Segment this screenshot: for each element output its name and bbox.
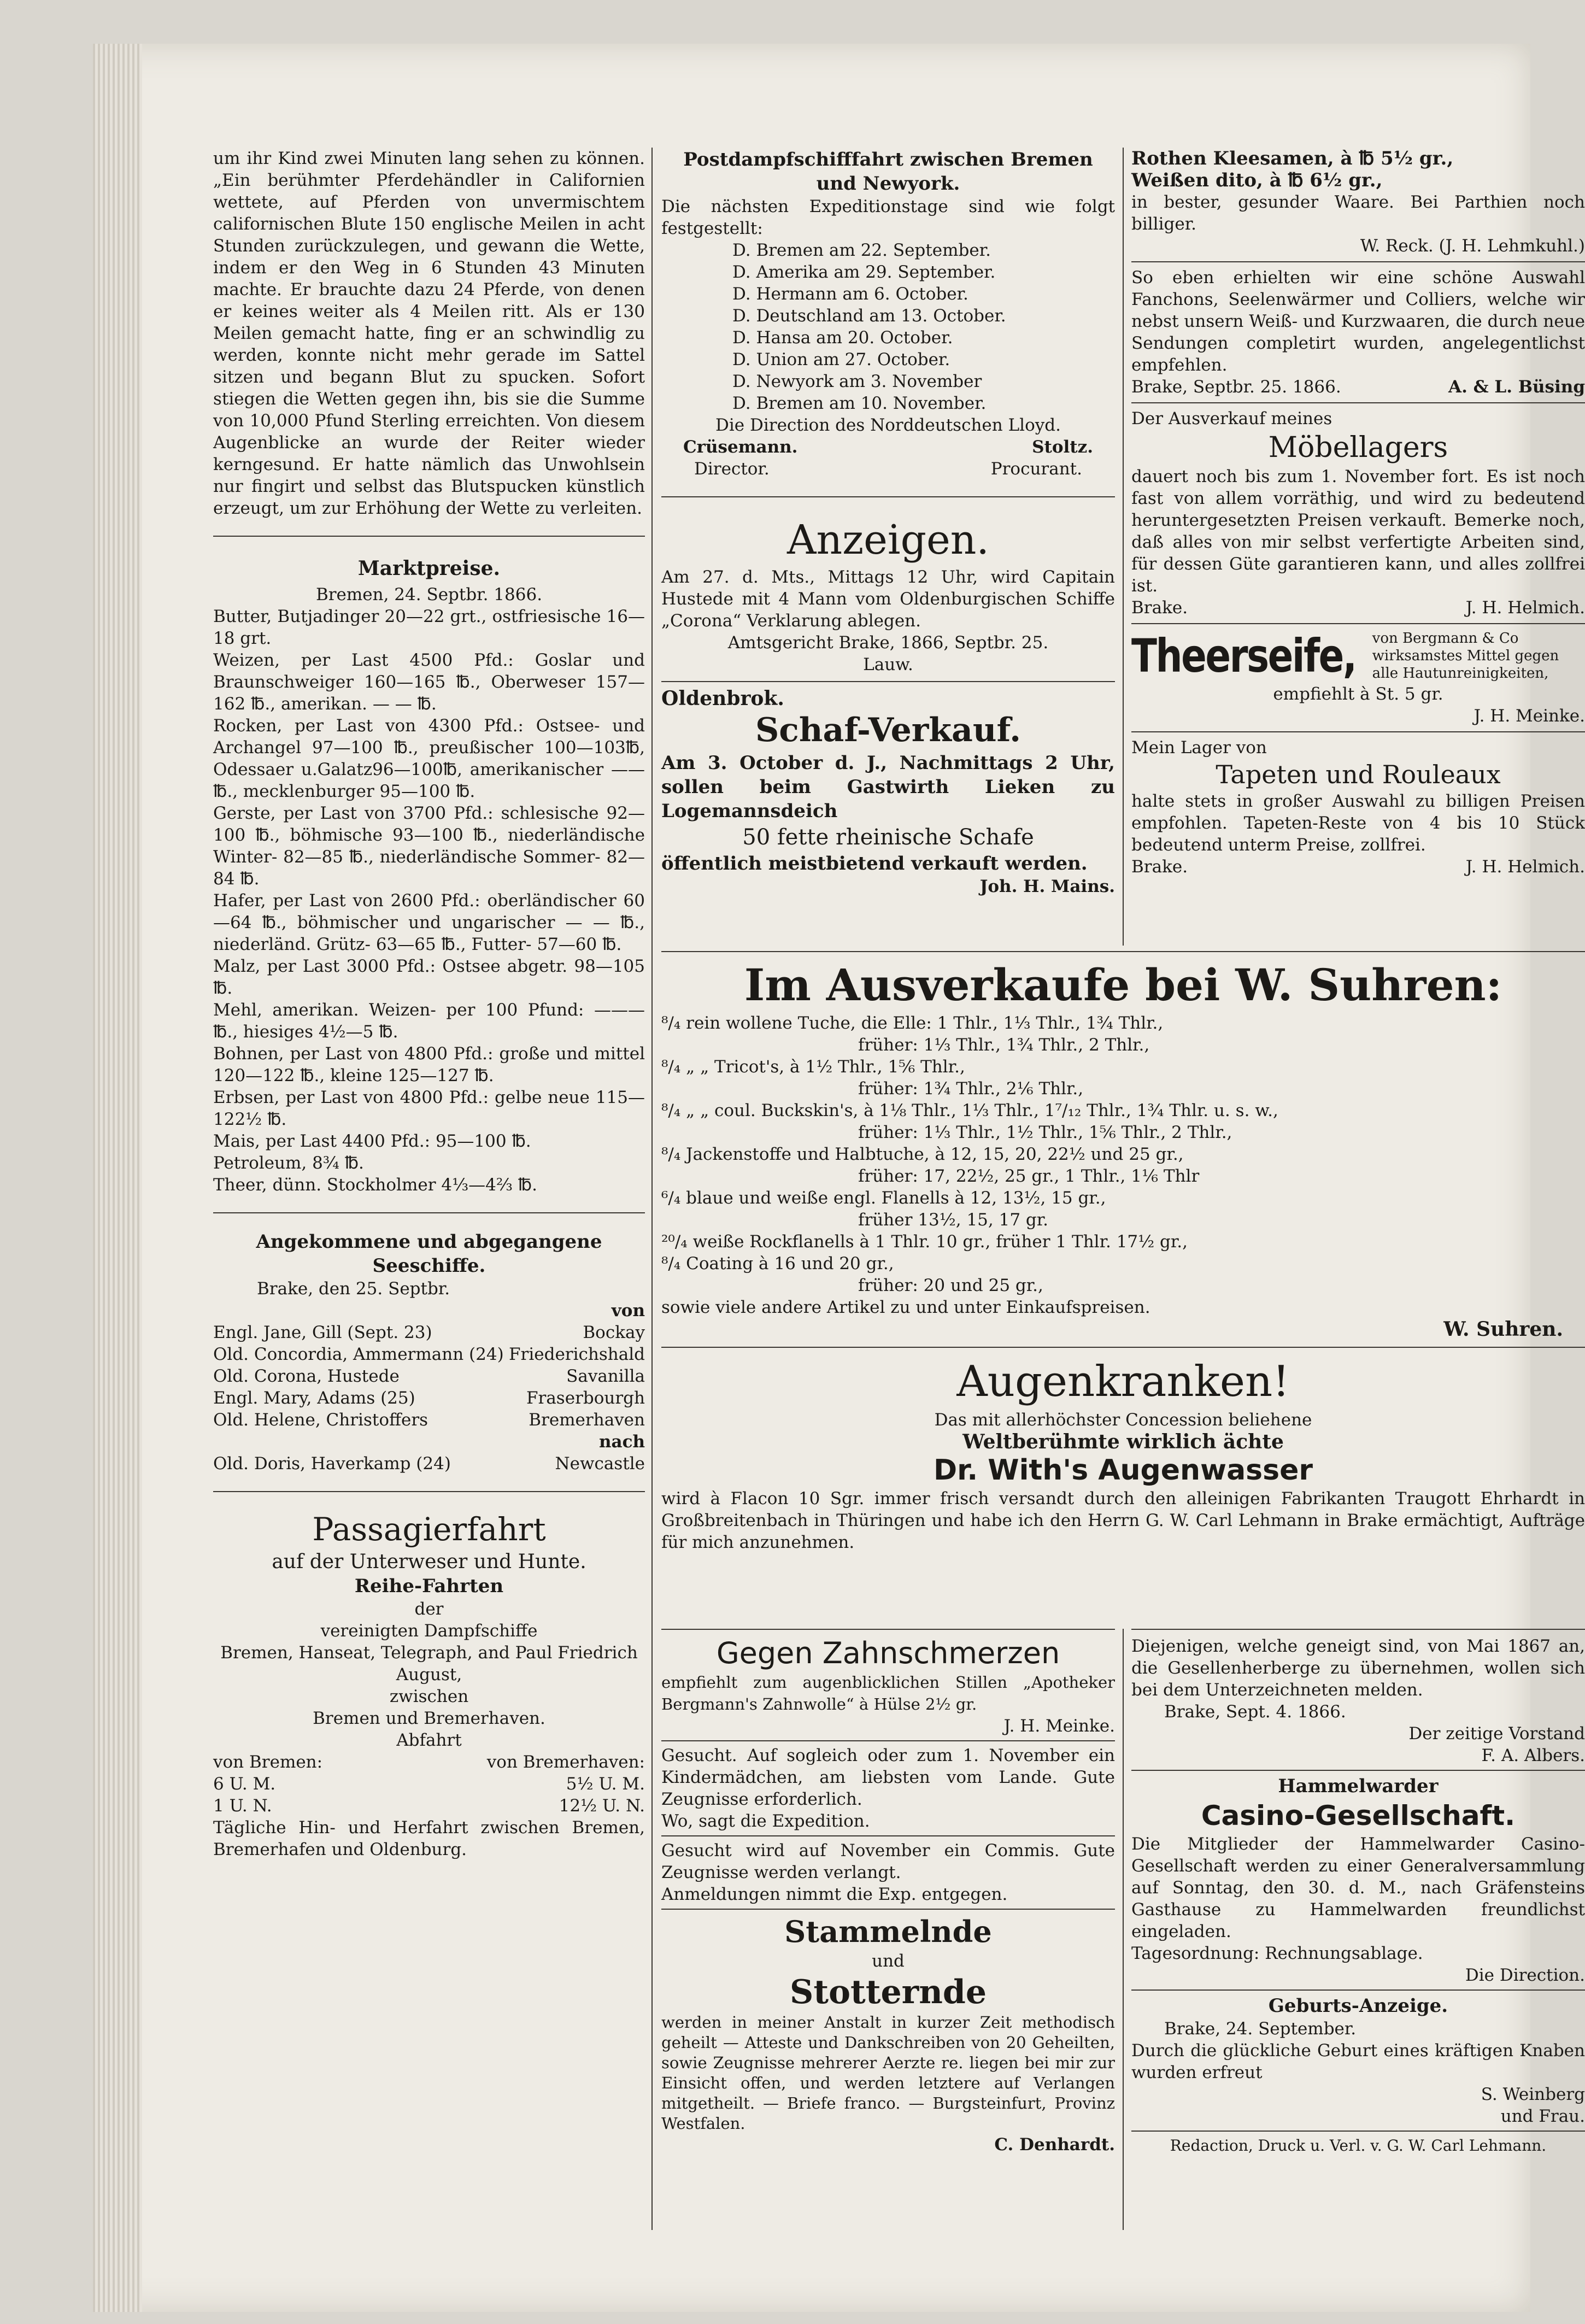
- lloyd-signers: [661, 436, 1115, 458]
- passage-route: Bremen und Bremerhaven.: [313, 1709, 545, 1728]
- passage-abfahrt: Abfahrt: [396, 1730, 462, 1750]
- column-rule: [1123, 148, 1124, 946]
- lloyd-departure: D. Hansa am 20. October.: [732, 328, 953, 348]
- ship-port: Newcastle: [555, 1454, 645, 1474]
- passage-row: [213, 1751, 645, 1773]
- ship-row: [213, 1387, 645, 1409]
- ship-port: Fraserbourgh: [526, 1388, 645, 1408]
- suhren-line: ⁶/₄ blaue und weiße engl. Flanells à 12, 13½, 15 gr.,: [661, 1188, 1106, 1208]
- suhren-line: ⁸/₄ „ „ coul. Buckskin's, à 1⅛ Thlr., 1⅓ Thlr., 1⁷/₁₂ Thlr., 1¾ Thlr. u. s. w.,: [661, 1101, 1278, 1120]
- lloyd-departure: D. Union am 27. October.: [732, 350, 950, 369]
- anzeigen-sign: Amtsgericht Brake, 1866, Septbr. 25.: [727, 633, 1049, 653]
- suhren-line: ²⁰/₄ weiße Rockflanells à 1 Thlr. 10 gr., früher 1 Thlr. 17½ gr.,: [661, 1232, 1188, 1252]
- column-rule: [1123, 1629, 1124, 2230]
- role-2: Procurant.: [990, 459, 1082, 479]
- suhren-line: früher: 1⅓ Thlr., 1¾ Thlr., 2 Thlr.,: [858, 1035, 1150, 1055]
- ham-pre: Hammelwarder: [1278, 1775, 1439, 1797]
- klee-3: in bester, gesunder Waare. Bei Parthien noch billiger.: [1131, 192, 1585, 234]
- divider: [1131, 2131, 1585, 2132]
- augen-text: wird à Flacon 10 Sgr. immer frisch versandt durch den alleinigen Fabrikanten Traugott Ehrhardt in Großbreitenbach in Thüringen und habe ich den Herrn G. W. Carl Lehmann in Brake ermächtigt, Aufträge für mich anzunehmen.: [661, 1489, 1585, 1552]
- theer-block: [1131, 629, 1585, 683]
- stamm-title: Stammelnde: [784, 1914, 992, 1949]
- divider: [661, 1740, 1115, 1741]
- market-item: Mais, per Last 4400 Pfd.: 95—100 ℔.: [213, 1131, 531, 1151]
- column-rule: [651, 148, 653, 2230]
- zahn-title: Gegen Zahnschmerzen: [716, 1636, 1060, 1670]
- tapeten-text: halte stets in großer Auswahl zu billigen Preisen empfohlen. Tapeten-Reste von 4 bis 10 Stück bedeutend unterm Preise, zollfrei.: [1131, 791, 1585, 855]
- suhren-line: früher 13½, 15, 17 gr.: [858, 1210, 1049, 1230]
- moebel-pre: Der Ausverkauf meines: [1131, 409, 1332, 429]
- moebel-sign: [1131, 597, 1585, 619]
- theer-price: empfiehlt à St. 5 gr.: [1273, 684, 1443, 704]
- from-bremen: von Bremen:: [213, 1752, 323, 1772]
- market-item: Malz, per Last 3000 Pfd.: Ostsee abgetr. 98—105 ℔.: [213, 956, 645, 998]
- lloyd-departure: D. Bremen am 10. November.: [732, 394, 987, 413]
- theer-side: von Bergmann & Co wirksamstes Mittel gegen alle Hautunreinigkeiten,: [1372, 630, 1559, 682]
- stott-title: Stotternde: [789, 1973, 987, 2011]
- market-dateline: Bremen, 24. Septbr. 1866.: [315, 585, 543, 605]
- klee-sign: W. Reck. (J. H. Lehmkuhl.): [1360, 236, 1585, 256]
- oldenbrok: Oldenbrok.: [661, 687, 784, 710]
- market-title: Marktpreise.: [357, 557, 501, 580]
- passage-der: der: [414, 1599, 444, 1619]
- geburt-sign-1: S. Weinberg: [1481, 2085, 1585, 2104]
- market-item: Bohnen, per Last von 4800 Pfd.: große und mittel 120—122 ℔., kleine 125—127 ℔.: [213, 1044, 645, 1085]
- divider: [213, 536, 645, 537]
- suhren-line: früher: 20 und 25 gr.,: [858, 1276, 1043, 1295]
- ham-text: Die Mitglieder der Hammelwarder Casino-Gesellschaft werden zu einer Generalversammlung auf Sonntag, den 30. d. M., nach Gräfensteins Gasthause zu Hammelwarden freundlichst eingeladen.: [1131, 1834, 1585, 1941]
- divider: [213, 1212, 645, 1213]
- fanch-date: Brake, Septbr. 25. 1866.: [1131, 377, 1341, 397]
- gesucht-1: Gesucht. Auf sogleich oder zum 1. November ein Kindermädchen, am liebsten vom Lande. Gute Zeugnisse erforderlich.: [661, 1746, 1115, 1809]
- augen-line-3: Dr. With's Augenwasser: [933, 1454, 1313, 1487]
- suhren-line: ⁸/₄ „ „ Tricot's, à 1½ Thlr., 1⅚ Thlr.,: [661, 1057, 965, 1077]
- schaf-big: 50 fette rheinische Schafe: [742, 825, 1034, 850]
- augen-title: Augenkranken!: [956, 1357, 1290, 1406]
- ship-name: Engl. Mary, Adams (25): [213, 1388, 415, 1408]
- lloyd-list: [661, 239, 1115, 414]
- suhren-line: sowie viele andere Artikel zu und unter Einkaufspreisen.: [661, 1298, 1150, 1317]
- divider: [661, 1909, 1115, 1910]
- schaf-text: Am 3. October d. J., Nachmittags 2 Uhr, sollen beim Gastwirth Lieken zu Logemannsdeich: [661, 752, 1115, 822]
- suhren-sign: W. Suhren.: [1443, 1318, 1563, 1341]
- ships-title: Angekommene und abgegangene Seeschiffe.: [256, 1231, 602, 1277]
- passage-daily: Tägliche Hin- und Herfahrt zwischen Bremen, Bremerhafen und Oldenburg.: [213, 1818, 645, 1859]
- tapeten-place: Brake.: [1131, 857, 1188, 877]
- signer-2: Stoltz.: [1032, 437, 1093, 457]
- ship-name: Old. Concordia, Ammermann (24): [213, 1345, 504, 1364]
- ship-port: Savanilla: [566, 1366, 645, 1386]
- divider: [661, 1629, 1115, 1630]
- lloyd-departure: D. Bremen am 22. September.: [732, 240, 991, 260]
- market-item: Weizen, per Last 4500 Pfd.: Goslar und Braunschweiger 160—165 ℔., Oberweser 157—162 ℔., amerikan. — — ℔.: [213, 650, 645, 714]
- passage-subtitle: auf der Unterweser und Hunte.: [272, 1551, 586, 1573]
- gesucht-2: Gesucht wird auf November ein Commis. Gute Zeugnisse werden verlangt.: [661, 1841, 1115, 1882]
- passage-row: [213, 1795, 645, 1817]
- moebel-name: J. H. Helmich.: [1465, 598, 1585, 618]
- page-edge: [93, 44, 142, 2312]
- suhren-title: Im Ausverkaufe bei W. Suhren:: [744, 959, 1502, 1011]
- column-1: [213, 148, 645, 1861]
- passage-names: Bremen, Hanseat, Telegraph, and Paul Friedrich August,: [220, 1643, 638, 1685]
- time-right: 12½ U. N.: [559, 1796, 645, 1816]
- lower-column-3: [1131, 1629, 1585, 2157]
- divider: [1131, 1990, 1585, 1991]
- market-item: Erbsen, per Last von 4800 Pfd.: gelbe neue 115—122½ ℔.: [213, 1088, 645, 1129]
- ships-in-list: [213, 1322, 645, 1431]
- ship-port: Bremerhaven: [529, 1410, 645, 1430]
- imprint: Redaction, Druck u. Verl. v. G. W. Carl Lehmann.: [1170, 2137, 1547, 2155]
- geburt-sign-2: und Frau.: [1500, 2106, 1585, 2126]
- divider: [661, 1835, 1115, 1836]
- klee-1: Rothen Kleesamen, à ℔ 5½ gr.,: [1131, 148, 1454, 169]
- divider: [213, 1491, 645, 1492]
- ships-nach: nach: [598, 1432, 645, 1452]
- suhren-line: ⁸/₄ rein wollene Tuche, die Elle: 1 Thlr., 1⅓ Thlr., 1¾ Thlr.,: [661, 1013, 1164, 1033]
- market-item: Butter, Butjadinger 20—22 grt., ostfriesische 16—18 grt.: [213, 607, 645, 648]
- suhren-line: ⁸/₄ Coating à 16 und 20 gr.,: [661, 1254, 894, 1273]
- divider: [661, 681, 1115, 682]
- zahn-text: empfiehlt zum augenblicklichen Stillen „Apotheker Bergmann's Zahnwolle“ à Hülse 2½ gr.: [661, 1673, 1115, 1713]
- ham-sign: Die Direction.: [1465, 1965, 1585, 1985]
- ship-row: [213, 1343, 645, 1365]
- moebel-place: Brake.: [1131, 598, 1188, 618]
- theer-title: Theerseife,: [1131, 629, 1356, 683]
- market-item: Gerste, per Last von 3700 Pfd.: schlesische 92—100 ℔., böhmische 93—100 ℔., niederländische Winter- 82—85 ℔., niederländische Sommer- 82—84 ℔.: [213, 803, 645, 889]
- divider: [1131, 261, 1585, 262]
- market-item: Mehl, amerikan. Weizen- per 100 Pfund: ——— ℔., hiesiges 4½—5 ℔.: [213, 1000, 645, 1042]
- gesellen-name: F. A. Albers.: [1481, 1746, 1585, 1765]
- anzeigen-title: Anzeigen.: [787, 517, 989, 564]
- divider: [1131, 1629, 1585, 1630]
- passage-row: [213, 1773, 645, 1795]
- market-list: [213, 606, 645, 1196]
- gesellen-date: Brake, Sept. 4. 1866.: [1164, 1702, 1346, 1722]
- anzeigen-sign-name: Lauw.: [863, 655, 913, 674]
- suhren-line: früher: 1⅓ Thlr., 1½ Thlr., 1⅚ Thlr., 2 Thlr.,: [858, 1123, 1232, 1142]
- geburt-text: Durch die glückliche Geburt eines kräftigen Knaben wurden erfreut: [1131, 2041, 1585, 2082]
- augen-line-2: Weltberühmte wirklich ächte: [962, 1430, 1284, 1453]
- newspaper-page: [93, 44, 1585, 2312]
- divider: [1131, 402, 1585, 403]
- stott-text: werden in meiner Anstalt in kurzer Zeit methodisch geheilt — Atteste und Dankschreiben von 20 Geheilten, sowie Zeugnisse mehrerer Aerzte re. liegen bei mir zur Einsicht offen, und werden letztere auf Verlangen mitgetheilt. — Briefe franco. — Burgsteinfurt, Provinz Westfalen.: [661, 2013, 1115, 2133]
- fanch-sign: [1131, 376, 1585, 398]
- wide-section: [661, 951, 1585, 1553]
- lloyd-departure: D. Newyork am 3. November: [732, 372, 982, 391]
- role-1: Director.: [694, 459, 770, 479]
- ship-row: [213, 1409, 645, 1431]
- moebel-title: Möbellagers: [1268, 431, 1448, 464]
- divider: [1131, 731, 1585, 732]
- market-item: Hafer, per Last von 2600 Pfd.: oberländischer 60—64 ℔., böhmischer und ungarischer — — ℔., niederländ. Grütz- 63—65 ℔., Futter- 57—60 ℔.: [213, 891, 645, 954]
- passage-vereinigt: vereinigten Dampfschiffe: [320, 1621, 538, 1641]
- time-left: 6 U. M.: [213, 1774, 276, 1794]
- ships-out-list: [213, 1453, 645, 1475]
- ship-port: Bockay: [583, 1323, 645, 1342]
- ham-title: Casino-Gesellschaft.: [1201, 1800, 1516, 1832]
- story-text: um ihr Kind zwei Minuten lang sehen zu können. „Ein berühmter Pferdehändler in Californien wettete, auf Pferden von unvermischtem californischen Blute 150 englische Meilen in acht Stunden zurückzulegen, und gewann die Wette, indem er den Weg in 6 Stunden 43 Minuten machte. Er brauchte dazu 24 Pferde, von denen er keines weiter als 4 Meilen ritt. Als er 130 Meilen gemacht hatte, fing er an schwindlig zu werden, konnte nicht mehr gerade im Sattel sitzen und begann Blut zu spucken. Sofort stiegen die Wetten gegen ihn, bis sie die Summe von 10,000 Pfund Sterling erreichten. Von diesem Augenblicke an wurde der Reiter wieder kerngesund. Er hatte nämlich das Unwohlsein nur fingirt und selbst das Blutspucken künstlich erzeugt, um zur Erhöhung der Wette zu verleiten.: [213, 149, 645, 518]
- divider: [1131, 623, 1585, 624]
- market-item: Rocken, per Last von 4300 Pfd.: Ostsee- und Archangel 97—100 ℔., preußischer 100—103℔, Odessaer u.Galatz96—100℔, amerikanischer —— ℔., mecklenburger 95—100 ℔.: [213, 716, 645, 801]
- suhren-line: früher: 1¾ Thlr., 2⅙ Thlr.,: [858, 1079, 1084, 1099]
- market-item: Petroleum, 8¾ ℔.: [213, 1153, 364, 1173]
- stamm-und: und: [872, 1951, 905, 1971]
- divider: [661, 496, 1115, 497]
- gesucht-1b: Wo, sagt die Expedition.: [661, 1811, 870, 1831]
- ships-dateline: Brake, den 25. Septbr.: [257, 1279, 450, 1299]
- schaf-title: Schaf-Verkauf.: [755, 711, 1022, 749]
- gesucht-2b: Anmeldungen nimmt die Exp. entgegen.: [661, 1885, 1008, 1904]
- geburt-title: Geburts-Anzeige.: [1268, 1995, 1448, 2017]
- passage-zwischen: zwischen: [389, 1687, 469, 1706]
- tapeten-sign: [1131, 856, 1585, 878]
- gesellen-vorstand: Der zeitige Vorstand: [1408, 1724, 1585, 1744]
- anzeigen-text: Am 27. d. Mts., Mittags 12 Uhr, wird Capitain Hustede mit 4 Mann vom Oldenburgischen Schiffe „Corona“ Verklarung ablegen.: [661, 567, 1115, 631]
- column-2: [661, 148, 1115, 897]
- moebel-text: dauert noch bis zum 1. November fort. Es ist noch fast von allem vorräthig, und wird zu bedeutend heruntergesetzten Preisen verkauft. Bemerke noch, daß alles von mir selbst verfertigte Arbeiten sind, für dessen Güte garantieren kann, und alles zollfrei ist.: [1131, 467, 1585, 596]
- theer-sign: J. H. Meinke.: [1474, 706, 1585, 726]
- lloyd-direction: Die Direction des Norddeutschen Lloyd.: [715, 415, 1061, 435]
- lloyd-intro: Die nächsten Expeditionstage sind wie folgt festgestellt:: [661, 197, 1115, 238]
- divider: [1131, 1770, 1585, 1771]
- ships-von: von: [611, 1301, 645, 1321]
- suhren-line: ⁸/₄ Jackenstoffe und Halbtuche, à 12, 15, 20, 22½ und 25 gr.,: [661, 1145, 1184, 1164]
- lloyd-roles: [661, 458, 1115, 480]
- ship-name: Old. Corona, Hustede: [213, 1366, 400, 1386]
- tapeten-pre: Mein Lager von: [1131, 738, 1267, 758]
- time-right: 5½ U. M.: [566, 1774, 645, 1794]
- ship-name: Old. Helene, Christoffers: [213, 1410, 428, 1430]
- stott-sign: C. Denhardt.: [994, 2135, 1115, 2155]
- ship-name: Old. Doris, Haverkamp (24): [213, 1454, 451, 1474]
- ship-row: [213, 1453, 645, 1475]
- lloyd-title: Postdampfschifffahrt zwischen Bremen und Newyork.: [683, 149, 1093, 195]
- passage-title: Passagierfahrt: [312, 1511, 546, 1548]
- passage-reihe: Reihe-Fahrten: [354, 1575, 504, 1597]
- signer-1: Crüsemann.: [683, 437, 798, 457]
- fanch-firm: A. & L. Büsing: [1448, 377, 1585, 397]
- gesellen-text: Diejenigen, welche geneigt sind, von Mai 1867 an, die Gesellenherberge zu übernehmen, wollen sich bei dem Unterzeichneten melden.: [1131, 1636, 1585, 1700]
- market-item: Theer, dünn. Stockholmer 4⅓—4⅔ ℔.: [213, 1175, 537, 1195]
- ship-row: [213, 1322, 645, 1343]
- ship-name: Engl. Jane, Gill (Sept. 23): [213, 1323, 432, 1342]
- fanch-text: So eben erhielten wir eine schöne Auswahl Fanchons, Seelenwärmer und Colliers, welche wir nebst unsern Weiß- und Kurzwaaren, die durch neue Sendungen completirt wurden, angelegentlichst empfehlen.: [1131, 268, 1585, 375]
- divider: [661, 951, 1585, 952]
- lloyd-departure: D. Amerika am 29. September.: [732, 262, 996, 282]
- augen-line-1: Das mit allerhöchster Concession beliehene: [934, 1410, 1312, 1430]
- divider: [661, 1347, 1585, 1348]
- lloyd-departure: D. Hermann am 6. October.: [732, 284, 968, 304]
- klee-2: Weißen dito, à ℔ 6½ gr.,: [1131, 169, 1383, 191]
- schaf-text2: öffentlich meistbietend verkauft werden.: [661, 853, 1088, 875]
- schaf-sign: Joh. H. Mains.: [979, 877, 1115, 896]
- column-3: [1131, 148, 1585, 878]
- from-bremerhaven: von Bremerhaven:: [486, 1752, 645, 1772]
- lloyd-departure: D. Deutschland am 13. October.: [732, 306, 1006, 326]
- time-left: 1 U. N.: [213, 1796, 272, 1816]
- ship-port: Friederichshald: [509, 1345, 645, 1364]
- zahn-sign: J. H. Meinke.: [1003, 1716, 1115, 1736]
- tapeten-title: Tapeten und Rouleaux: [1216, 760, 1501, 789]
- ham-tages: Tagesordnung: Rechnungsablage.: [1131, 1944, 1423, 1963]
- suhren-line: früher: 17, 22½, 25 gr., 1 Thlr., 1⅙ Thlr: [858, 1166, 1200, 1186]
- tapeten-name: J. H. Helmich.: [1465, 857, 1585, 877]
- lower-column-2: [661, 1629, 1115, 2156]
- ship-row: [213, 1365, 645, 1387]
- suhren-list: [661, 1012, 1585, 1318]
- geburt-date: Brake, 24. September.: [1164, 2019, 1357, 2039]
